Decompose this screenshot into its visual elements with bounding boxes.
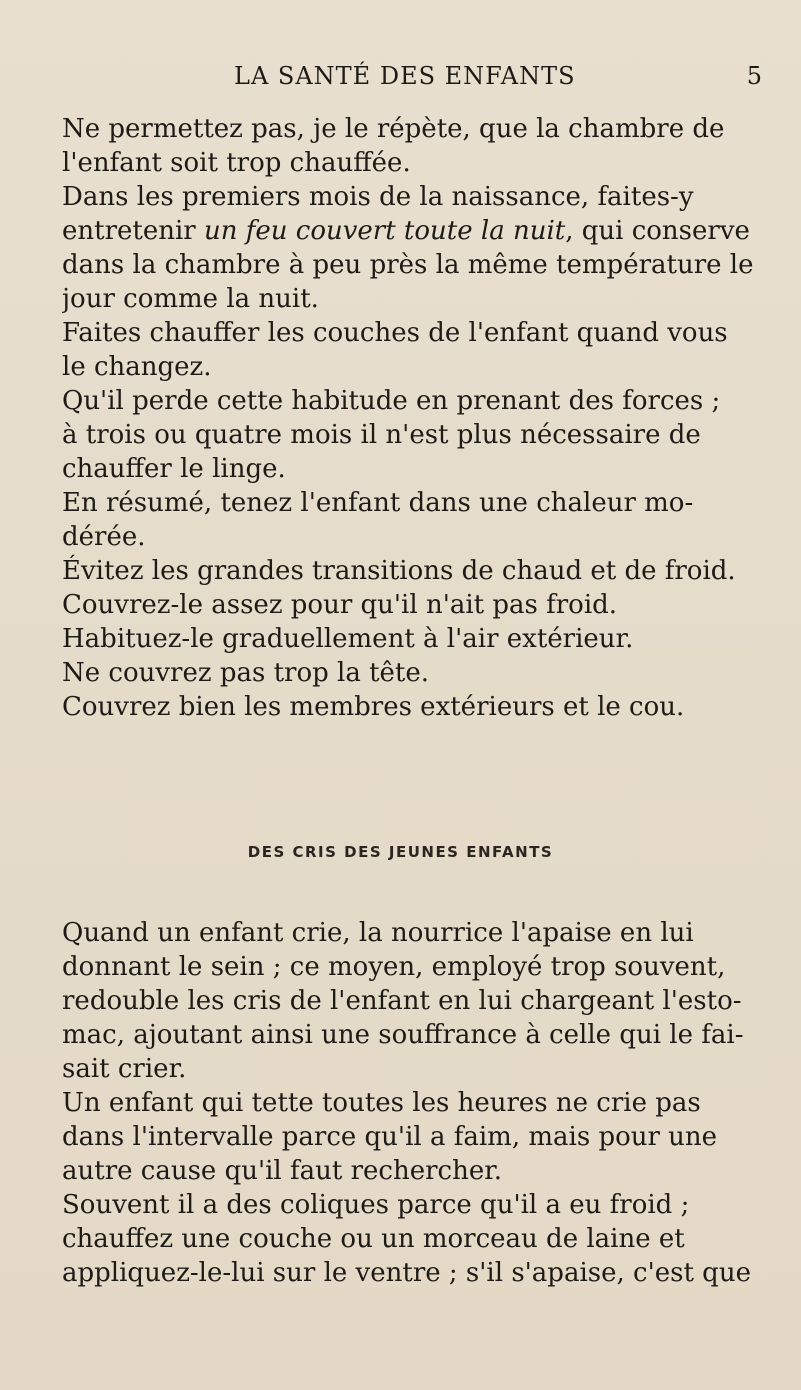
text-line: dans la chambre à peu près la même température le [62, 250, 754, 280]
paragraph [62, 384, 762, 486]
paragraph [62, 1086, 762, 1188]
italic-emphasis: un feu couvert toute la nuit [203, 216, 566, 246]
paragraph [62, 554, 762, 588]
paragraph [62, 1188, 762, 1290]
text-line: Un enfant qui tette toutes les heures ne crie pas [62, 1088, 701, 1118]
text-line: Qu'il perde cette habitude en prenant des forces ; [62, 386, 721, 416]
paragraph [62, 112, 762, 180]
text-line: dans l'intervalle parce qu'il a faim, mais pour une [62, 1122, 718, 1152]
text-run: entretenir [62, 216, 204, 246]
text-line: Dans les premiers mois de la naissance, faites-y [62, 182, 694, 212]
paragraph [62, 690, 762, 724]
text-line: l'enfant soit trop chauffée. [62, 148, 411, 178]
page-header [62, 62, 762, 94]
text-line: Faites chauffer les couches de l'enfant quand vous [62, 318, 728, 348]
paragraph [62, 588, 762, 622]
text-line: mac, ajoutant ainsi une souffrance à celle qui le fai- [62, 1020, 744, 1050]
text-line: Ne permettez pas, je le répète, que la chambre de [62, 114, 725, 144]
text-line: chauffez une couche ou un morceau de laine et [62, 1224, 685, 1254]
text-line: le changez. [62, 352, 212, 382]
text-line: Quand un enfant crie, la nourrice l'apaise en lui [62, 918, 694, 948]
text-line: dérée. [62, 522, 146, 552]
paragraph [62, 622, 762, 656]
text-run: , qui conserve [565, 216, 750, 246]
text-line: appliquez-le-lui sur le ventre ; s'il s'apaise, c'est que [62, 1258, 751, 1288]
section-1-body [62, 112, 762, 724]
text-line: Souvent il a des coliques parce qu'il a eu froid ; [62, 1190, 690, 1220]
text-line: Évitez les grandes transitions de chaud et de froid. [62, 556, 736, 586]
section-heading: DES CRIS DES JEUNES ENFANTS [247, 843, 554, 861]
text-line: jour comme la nuit. [62, 284, 319, 314]
paragraph [62, 316, 762, 384]
text-line: En résumé, tenez l'enfant dans une chaleur mo- [62, 488, 694, 518]
text-line: chauffer le linge. [62, 454, 286, 484]
text-line: autre cause qu'il faut rechercher. [62, 1156, 503, 1186]
paragraph [62, 486, 762, 554]
text-line: Couvrez bien les membres extérieurs et le cou. [62, 692, 685, 722]
text-line: à trois ou quatre mois il n'est plus nécessaire de [62, 420, 701, 450]
text-line-mixed [62, 214, 762, 248]
page-number: 5 [746, 62, 762, 90]
text-line: Ne couvrez pas trop la tête. [62, 658, 430, 688]
text-line: Habituez-le graduellement à l'air extérieur. [62, 624, 634, 654]
paragraph [62, 180, 762, 316]
running-title: LA SANTÉ DES ENFANTS [234, 62, 576, 90]
text-line: Couvrez-le assez pour qu'il n'ait pas froid. [62, 590, 618, 620]
paragraph [62, 916, 762, 1086]
paragraph [62, 656, 762, 690]
section-2-body [62, 916, 762, 1290]
text-line: redouble les cris de l'enfant en lui chargeant l'esto- [62, 986, 742, 1016]
text-line: sait crier. [62, 1054, 187, 1084]
text-line: donnant le sein ; ce moyen, employé trop souvent, [62, 952, 726, 982]
